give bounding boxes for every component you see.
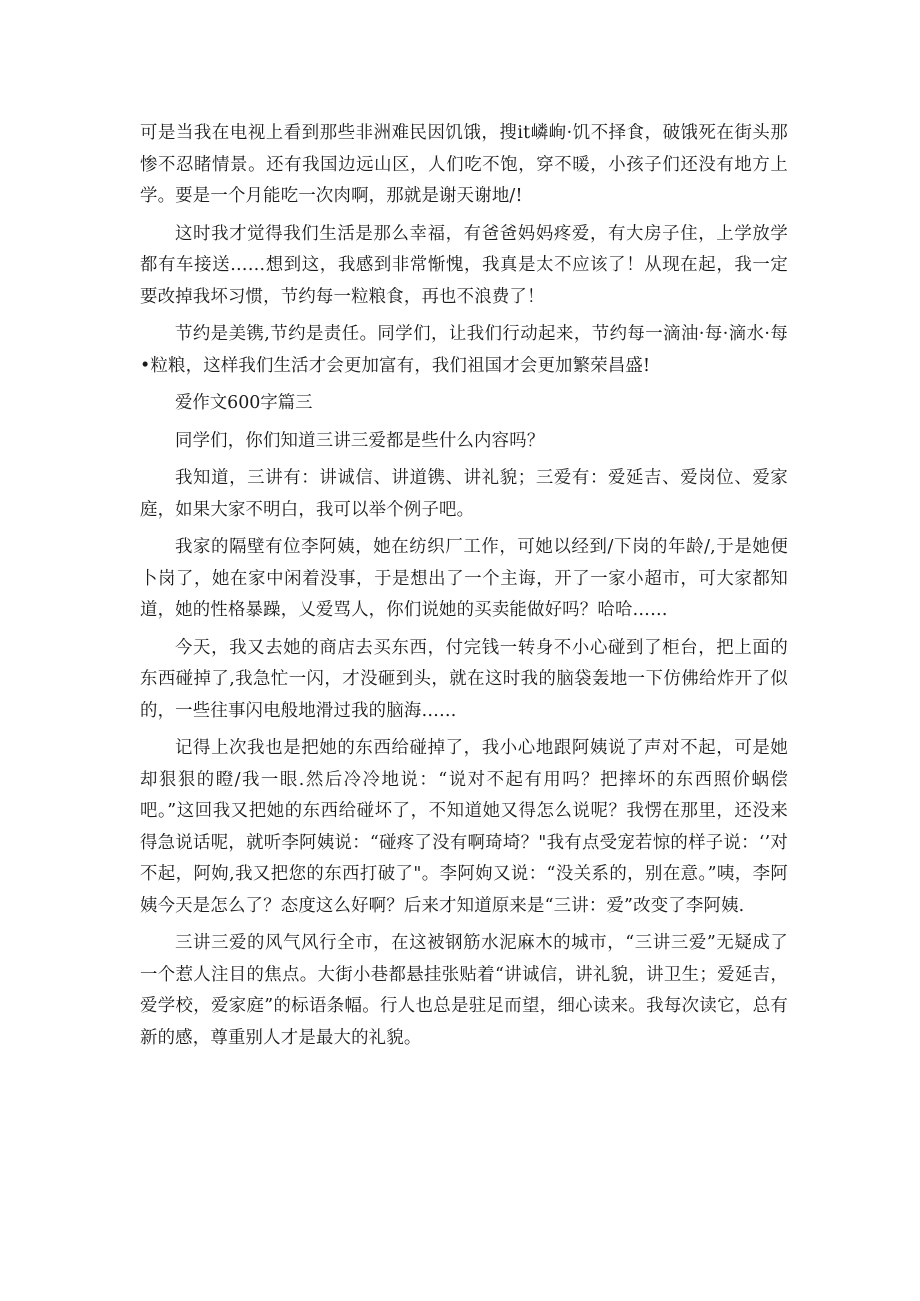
body-text <box>140 118 788 1060</box>
paragraph: 记得上次我也是把她的东西给碰掉了，我小心地跟阿姨说了声对不起，可是她却狠狠的瞪/我一眼.然后冷冷地说：“说对不起有用吗？把摔坏的东西照价蜗偿吧。”这回我又把她的东西给碰坏了，不知道她又得怎么说呢？我愣在那里，还没来得急说话呢，就听李阿姨说：“碰疼了没有啊琦埼？"我有点受宠若惊的样子说：‘’对不起，阿姁,我又把您的东西打破了"。李阿姁又说：“没关系的，别在意。”咦，李阿姨今天是怎么了？态度这么好啊？后来才知道原来是“三讲：爱”改变了李阿姨. <box>140 738 788 916</box>
paragraph: 我家的隔壁有位李阿姨，她在纺织厂工作，可她以经到/下岗的年龄/,于是她便卜岗了，她在家中闲着没事，于是想出了一个主诲，开了一家小超市，可大家都知道，她的性格暴躁，乂爱骂人，你们说她的买卖能做好吗？哈哈…… <box>140 537 788 620</box>
paragraph: 这时我才觉得我们生活是那么幸福，有爸爸妈妈疼爱，有大房子住，上学放学都有车接送……想到这，我感到非常惭愧，我真是太不应该了！从现在起，我一定要改掉我坏习惯，节约每一粒粮食，再也不浪费了！ <box>140 223 788 307</box>
section-heading: 爱作文600字篇三 <box>175 393 313 413</box>
paragraph: 可是当我在电视上看到那些非洲难民因饥饿，搜it嶙峋·饥不择食，破饿死在街头那惨不忍睹情景。还有我国边远山区，人们吃不饱，穿不暖，小孩子们还没有地方上学。要是一个月能吃一次肉啊，那就是谢天谢地/! <box>140 123 788 206</box>
paragraph: 三讲三爱的风气风行全市，在这被钢筋水泥麻木的城市，“三讲三爱”无疑成了一个惹人注目的焦点。大街小巷都悬挂张贴着“讲诚信，讲礼貌，讲卫生；爱延吉，爱学校，爱家庭”的标语条幅。行人也总是驻足而望，细心读来。我每次读它，总有新的感，尊重别人才是最大的礼貌。 <box>140 933 788 1048</box>
paragraph: 同学们，你们知道三讲三爱都是些什么内容吗？ <box>175 430 545 451</box>
paragraph: 节约是美镌,节约是责任。同学们，让我们行动起来，节约每一滴油·每·滴水·每•粒粮，这样我们生活才会更加富有，我们祖国才会更加繁荣昌盛! <box>140 324 788 376</box>
paragraph: 我知道，三讲有：讲诚信、讲道镌、讲礼貌；三爱有：爱延吉、爱岗位、爱家庭，如果大家不明白，我可以举个例子吧。 <box>140 468 788 520</box>
paragraph: 今天，我又去她的商店去买东西，付完钱一转身不小心碰到了柜台，把上面的东西碰掉了,我急忙一闪，才没砸到头，就在这时我的脑袋轰地一下仿佛给炸开了似的，一些往事闪电般地滑过我的脑海…… <box>140 637 788 721</box>
